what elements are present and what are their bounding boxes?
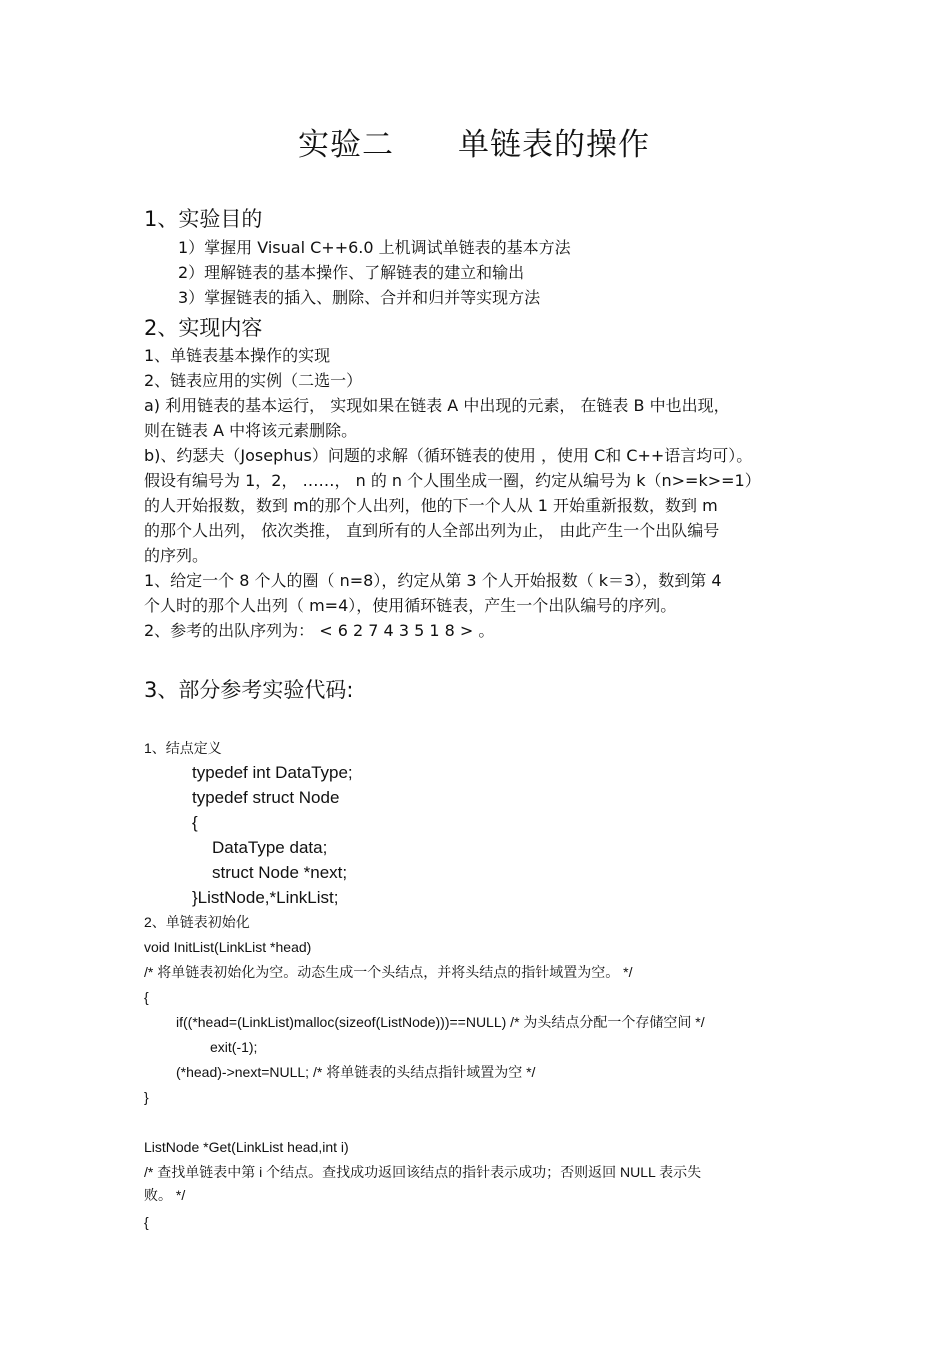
content-line: a) 利用链表的基本运行， 实现如果在链表 A 中出现的元素， 在链表 B 中也出现， [144, 396, 730, 415]
content-line: 的序列。 [144, 546, 209, 565]
section-heading-objectives: 1、实验目的 [144, 207, 263, 231]
objective-item: 1）掌握用 Visual C++6.0 上机调试单链表的基本方法 [178, 238, 571, 257]
code-line: struct Node *next; [212, 863, 348, 882]
content-line: 2、链表应用的实例（二选一） [144, 371, 363, 390]
code-comment: /* 查找单链表中第 i 个结点。查找成功返回该结点的指针表示成功；否则返回 NULL 表示失 [144, 1164, 702, 1180]
code-label-list-init: 2、单链表初始化 [144, 914, 250, 930]
content-line: 的人开始报数，数到 m的那个人出列，他的下一个人从 1 开始重新报数，数到 m [144, 496, 718, 515]
objective-item: 3）掌握链表的插入、删除、合并和归并等实现方法 [178, 288, 541, 307]
code-line: if((*head=(LinkList)malloc(sizeof(ListNode)))==NULL) /* 为头结点分配一个存储空间 */ [176, 1014, 705, 1030]
content-line: b)、约瑟夫（Josephus）问题的求解（循环链表的使用 ，使用 C和 C++语言均可）。 [144, 446, 753, 465]
code-line: (*head)->next=NULL; /* 将单链表的头结点指针域置为空 */ [176, 1064, 536, 1080]
code-line: { [144, 1214, 149, 1230]
content-line: 个人时的那个人出列（ m=4），使用循环链表，产生一个出队编号的序列。 [144, 596, 677, 615]
code-line: ListNode *Get(LinkList head,int i) [144, 1139, 349, 1155]
page-title: 实验二 单链表的操作 [298, 127, 650, 163]
content-line: 假设有编号为 1，2， ……， n 的 n 个人围坐成一圈，约定从编号为 k（n>=k>=1） [144, 471, 761, 490]
content-line: 1、给定一个 8 个人的圈（ n=8），约定从第 3 个人开始报数（ k＝3），数到第 4 [144, 571, 722, 590]
code-line: } [144, 1089, 149, 1105]
code-line: }ListNode,*LinkList; [192, 888, 339, 907]
code-line: typedef struct Node [192, 788, 340, 807]
section-heading-code: 3、部分参考实验代码: [144, 678, 354, 702]
code-line: { [144, 989, 149, 1005]
content-line: 的那个人出列， 依次类推， 直到所有的人全部出列为止， 由此产生一个出队编号 [144, 521, 720, 540]
content-line: 1、单链表基本操作的实现 [144, 346, 331, 365]
code-comment: /* 将单链表初始化为空。动态生成一个头结点，并将头结点的指针域置为空。 */ [144, 964, 633, 980]
code-line: DataType data; [212, 838, 328, 857]
code-label-node-definition: 1、结点定义 [144, 740, 222, 756]
content-line: 则在链表 A 中将该元素删除。 [144, 421, 358, 440]
objective-item: 2）理解链表的基本操作、了解链表的建立和输出 [178, 263, 525, 282]
code-line: { [192, 813, 198, 832]
content-line: 2、参考的出队序列为： < 6 2 7 4 3 5 1 8 > 。 [144, 621, 495, 640]
code-line: void InitList(LinkList *head) [144, 939, 312, 955]
section-heading-content: 2、实现内容 [144, 316, 263, 340]
code-comment: 败。 */ [144, 1187, 186, 1203]
code-line: exit(-1); [210, 1039, 258, 1055]
code-line: typedef int DataType; [192, 763, 353, 782]
